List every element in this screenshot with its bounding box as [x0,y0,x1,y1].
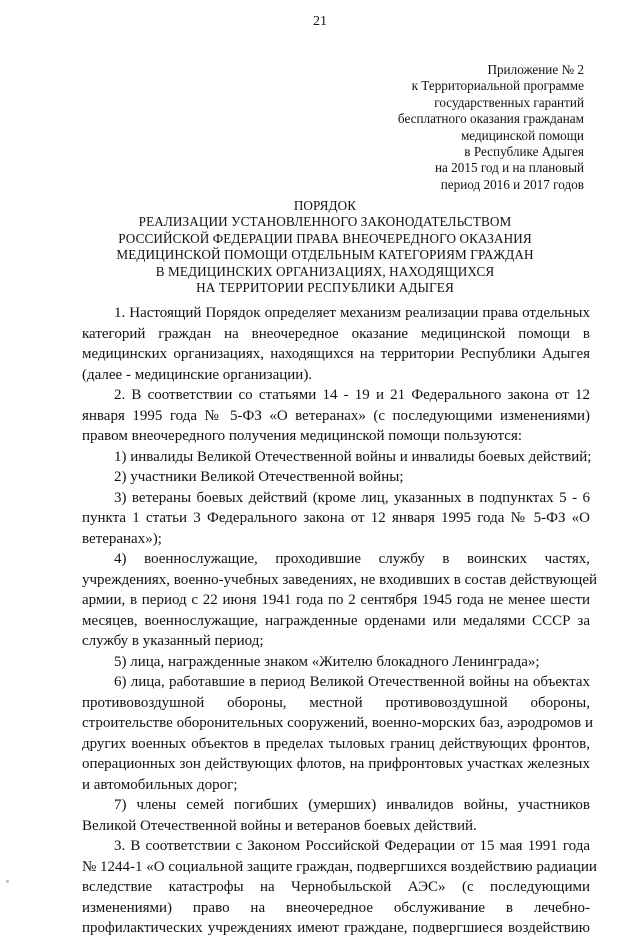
body-line: и автомобильных дорог; [82,776,238,793]
appendix-line: Приложение № 2 [487,62,584,77]
appendix-line: медицинской помощи [460,127,584,143]
body-line: 3. В соответствии с Законом Российской Федерации от 15 мая 1991 года [114,838,590,854]
body-line: профилактических учреждениях имеют граждане, подвергшиеся воздействию [82,920,590,936]
body-line: строительстве оборонительных сооружений, военно-морских баз, аэродромов и [82,715,593,731]
document-title [60,198,590,296]
title-line: В МЕДИЦИНСКИХ ОРГАНИЗАЦИЯХ, НАХОДЯЩИХСЯ [155,263,495,279]
body-line: правом внеочередного получения медицинской помощи пользуются: [82,428,523,444]
body-line: 4) военнослужащие, проходившие службу в воинских частях, [114,551,590,567]
body-line: пункта 1 статьи 3 Федерального закона от 12 января 1995 года № 5-ФЗ «О [82,510,590,526]
body-line: изменениями) право на внеочередное обслуживание в лечебно- [82,899,590,916]
body-line: 3) ветераны боевых действий (кроме лиц, указанных в подпунктах 5 - 6 [114,489,590,506]
body-line: ветеранах»); [82,530,162,547]
appendix-line: к Территориальной программе [411,78,584,94]
body-line: вследствие катастрофы на Чернобыльской АЭС» (с последующими [82,879,590,895]
scan-speck [6,880,9,883]
body-line: Великой Отечественной войны и ветеранов боевых действий. [82,817,477,834]
page-number: 21 [313,14,327,29]
body-line: медицинских организациях, находящихся на территории Республики Адыгея [82,346,590,362]
body-line: учреждениях, военно-учебных заведениях, не входивших в состав действующей [82,571,598,588]
body-line: 2. В соответствии со статьями 14 - 19 и 21 Федерального закона от 12 [114,387,590,403]
appendix-line: бесплатного оказания гражданам [397,111,584,127]
body-line: службу в указанный период; [82,633,264,649]
title-line: ПОРЯДОК [293,198,357,213]
title-line: НА ТЕРРИТОРИИ РЕСПУБЛИКИ АДЫГЕЯ [196,280,454,296]
body-line: № 1244-1 «О социальной защите граждан, подвергшихся воздействию радиации [82,858,597,875]
body-line: (далее - медицинские организации). [82,366,313,383]
appendix-line: государственных гарантий [434,94,584,110]
body-line: армии, в период с 22 июня 1941 года по 2 сентября 1945 года не менее шести [82,592,590,608]
body-line: 2) участники Великой Отечественной войны; [114,469,404,485]
body-line: января 1995 года № 5-ФЗ «О ветеранах» (с последующими изменениями) [82,407,590,424]
body-line: 5) лица, награжденные знаком «Жителю блокадного Ленинграда»; [114,653,540,670]
appendix-line: на 2015 год и на плановый [434,160,584,176]
body-line: противовоздушной обороны, местной противовоздушной обороны, [82,694,590,711]
body-line: категорий граждан на внеочередное оказание медицинской помощи в [82,325,590,342]
body-line: месяцев, военнослужащие, награжденные орденами или медалями СССР за [82,612,590,629]
title-line: РЕАЛИЗАЦИИ УСТАНОВЛЕННОГО ЗАКОНОДАТЕЛЬСТВОМ [138,214,512,230]
body-line: 6) лица, работавшие в период Великой Отечественной войны на объектах [114,674,590,690]
appendix-line: период 2016 и 2017 годов [440,176,584,192]
body-line: 7) члены семей погибших (умерших) инвалидов войны, участников [114,797,590,813]
appendix-header [324,62,584,193]
document-body [82,303,598,939]
title-line: МЕДИЦИНСКОЙ ПОМОЩИ ОТДЕЛЬНЫМ КАТЕГОРИЯМ ГРАЖДАН [116,247,534,263]
body-line: 1) инвалиды Великой Отечественной войны и инвалиды боевых действий; [114,448,592,465]
body-line: операционных зон действующих флотов, на прифронтовых участках железных [82,756,590,772]
title-line: РОССИЙСКОЙ ФЕДЕРАЦИИ ПРАВА ВНЕОЧЕРЕДНОГО ОКАЗАНИЯ [118,230,532,246]
body-line: 1. Настоящий Порядок определяет механизм реализации права отдельных [114,305,590,321]
appendix-line: в Республике Адыгея [464,144,584,160]
body-line: других военных объектов в пределах тыловых границ действующих фронтов, [82,735,590,752]
